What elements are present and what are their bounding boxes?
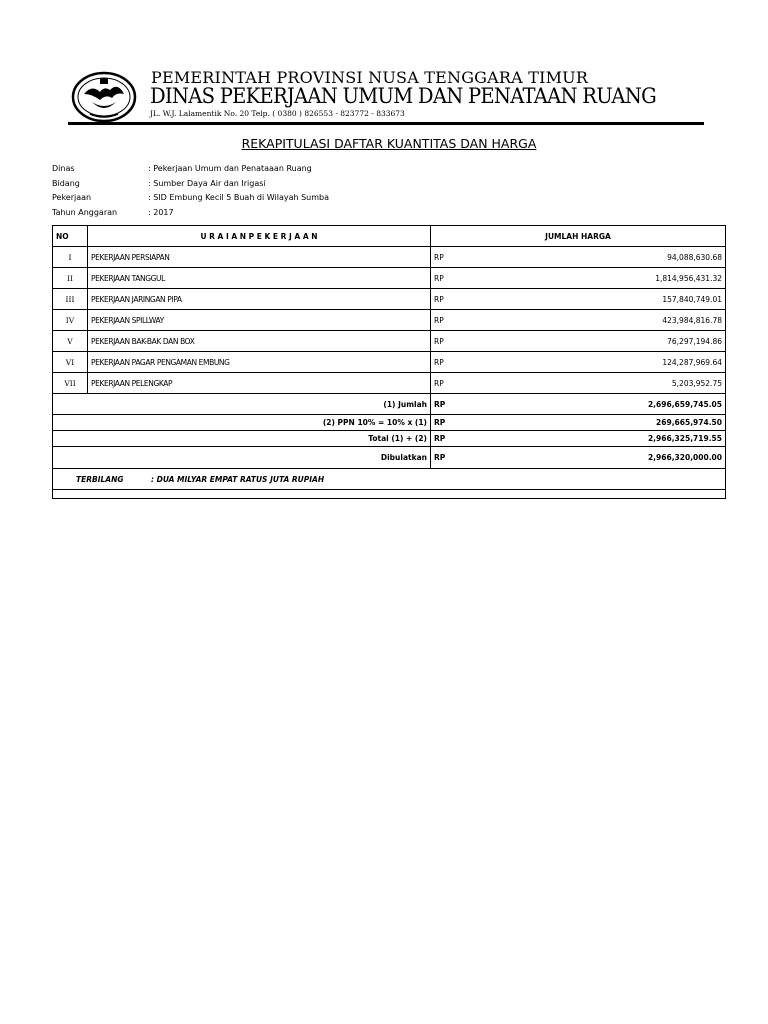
meta-value: : SID Embung Kecil 5 Buah di Wilayah Sumba: [148, 193, 330, 202]
header-department: DINAS PEKERJAAN UMUM DAN PENATAAN RUANG: [150, 84, 656, 108]
row-uraian: PEKERJAAN PELENGKAP: [88, 373, 431, 394]
summary-amount: 2,966,325,719.55: [541, 431, 726, 447]
provincial-emblem-icon: [70, 70, 138, 126]
row-no: VI: [53, 352, 88, 373]
row-uraian: PEKERJAAN PAGAR PENGAMAN EMBUNG: [88, 352, 431, 373]
table-row: [53, 247, 726, 268]
row-currency: RP: [431, 352, 542, 373]
row-amount: 5,203,952.75: [541, 373, 726, 394]
table-row: [53, 352, 726, 373]
row-no: VII: [53, 373, 88, 394]
row-currency: RP: [431, 289, 542, 310]
meta-value: : 2017: [148, 208, 174, 217]
row-no: II: [53, 268, 88, 289]
row-currency: RP: [431, 373, 542, 394]
meta-label: Bidang: [52, 179, 80, 188]
header-government: PEMERINTAH PROVINSI NUSA TENGGARA TIMUR: [151, 68, 589, 87]
table-row: [53, 268, 726, 289]
terbilang-value: : DUA MILYAR EMPAT RATUS JUTA RUPIAH: [151, 474, 325, 484]
row-uraian: PEKERJAAN PERSIAPAN: [88, 247, 431, 268]
row-currency: RP: [431, 268, 542, 289]
row-uraian: PEKERJAAN SPILLWAY: [88, 310, 431, 331]
row-no: I: [53, 247, 88, 268]
summary-row-ppn: [53, 415, 726, 431]
summary-label: Dibulatkan: [53, 447, 431, 469]
header-rule: [68, 122, 704, 125]
row-currency: RP: [431, 247, 542, 268]
meta-value: : Pekerjaan Umum dan Penataaan Ruang: [148, 164, 312, 173]
row-currency: RP: [431, 310, 542, 331]
meta-label: Tahun Anggaran: [52, 208, 118, 217]
row-amount: 423,984,816.78: [541, 310, 726, 331]
summary-row-total: [53, 431, 726, 447]
table-row: [53, 289, 726, 310]
row-no: IV: [53, 310, 88, 331]
row-no: III: [53, 289, 88, 310]
summary-currency: RP: [431, 415, 542, 431]
summary-amount: 2,966,320,000.00: [541, 447, 726, 469]
table-header-row: [53, 226, 726, 247]
summary-label: Total (1) + (2): [53, 431, 431, 447]
summary-row-jumlah: [53, 394, 726, 415]
recap-table: [52, 225, 726, 490]
header-uraian: U R A I A N P E K E R J A A N: [88, 226, 431, 247]
table-row: [53, 331, 726, 352]
summary-currency: RP: [431, 447, 542, 469]
row-amount: 157,840,749.01: [541, 289, 726, 310]
summary-label: (1) Jumlah: [53, 394, 431, 415]
row-amount: 124,287,969.64: [541, 352, 726, 373]
summary-amount: 269,665,974.50: [541, 415, 726, 431]
summary-currency: RP: [431, 394, 542, 415]
terbilang-cell: [53, 469, 726, 490]
row-amount: 1,814,956,431.32: [541, 268, 726, 289]
header-jumlah-harga: JUMLAH HARGA: [431, 226, 726, 247]
document-title: REKAPITULASI DAFTAR KUANTITAS DAN HARGA: [241, 136, 537, 151]
row-no: V: [53, 331, 88, 352]
row-uraian: PEKERJAAN JARINGAN PIPA: [88, 289, 431, 310]
row-uraian: PEKERJAAN TANGGUL: [88, 268, 431, 289]
summary-amount: 2,696,659,745.05: [541, 394, 726, 415]
table-row: [53, 310, 726, 331]
row-amount: 94,088,630.68: [541, 247, 726, 268]
meta-label: Dinas: [52, 164, 75, 173]
terbilang-row: [53, 469, 726, 490]
summary-label: (2) PPN 10% = 10% x (1): [53, 415, 431, 431]
meta-value: : Sumber Daya Air dan Irigasi: [148, 179, 266, 188]
table-row: [53, 373, 726, 394]
row-uraian: PEKERJAAN BAK-BAK DAN BOX: [88, 331, 431, 352]
summary-currency: RP: [431, 431, 542, 447]
header-address: JL. W.J. Lalamentik No. 20 Telp. ( 0380 ) 826553 - 823772 - 833673: [150, 109, 405, 118]
header-no: NO: [53, 226, 88, 247]
row-amount: 76,297,194.86: [541, 331, 726, 352]
summary-row-dibulatkan: [53, 447, 726, 469]
terbilang-label: TERBILANG: [76, 474, 124, 484]
meta-label: Pekerjaan: [52, 193, 92, 202]
row-currency: RP: [431, 331, 542, 352]
